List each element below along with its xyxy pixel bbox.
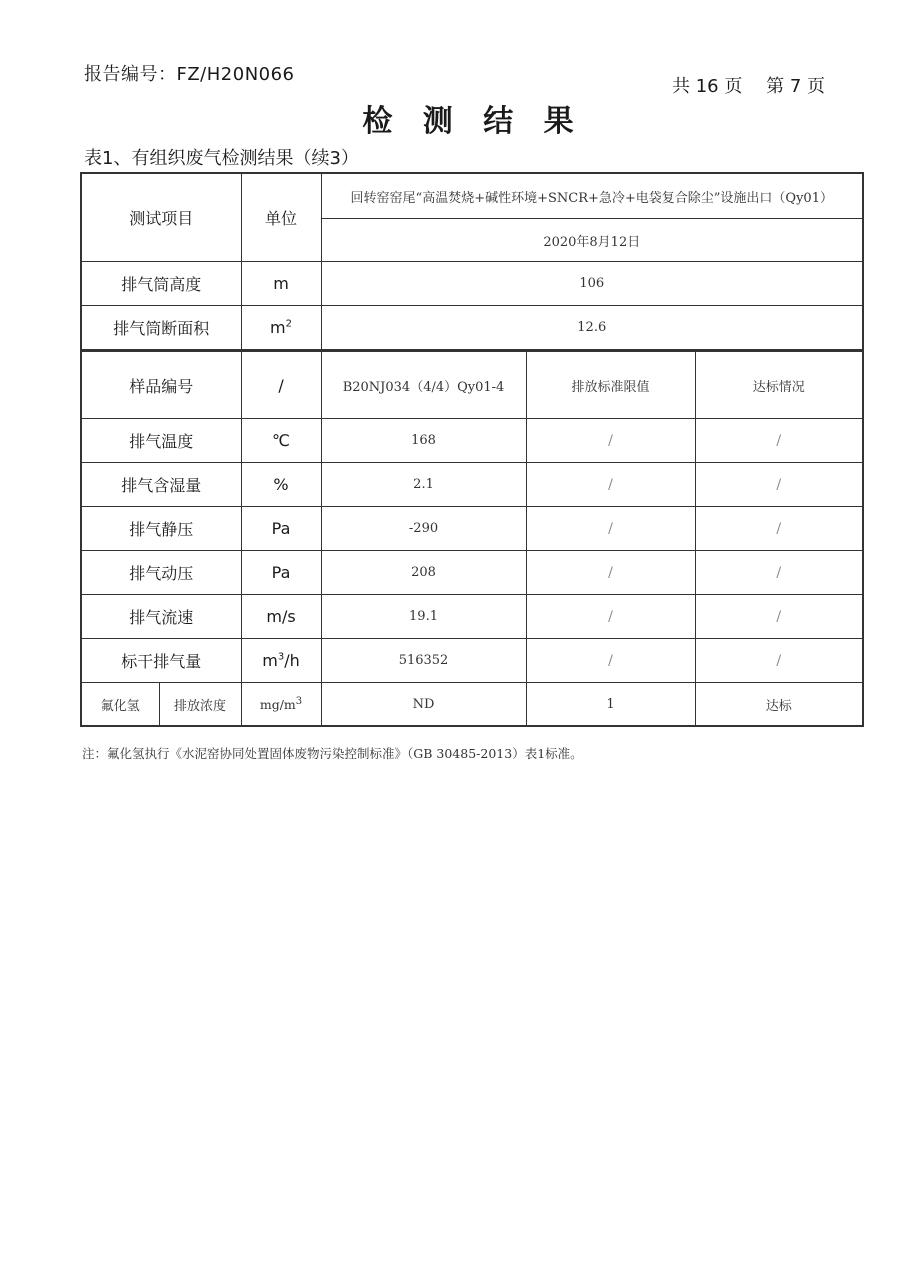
pollutant-name: 氟化氢	[81, 683, 159, 727]
row-unit: m/s	[241, 595, 321, 639]
row-value: 168	[321, 419, 526, 463]
row-status: /	[695, 595, 863, 639]
table-title: 表1、有组织废气检测结果（续3）	[84, 148, 359, 169]
row-value: -290	[321, 507, 526, 551]
row-unit: %	[241, 463, 321, 507]
report-number: 报告编号：FZ/H20N066	[84, 64, 295, 85]
table-row	[81, 351, 863, 419]
row-status: /	[695, 507, 863, 551]
row-unit: $m^3/h$	[241, 639, 321, 683]
row-status: /	[695, 551, 863, 595]
row-value: 208	[321, 551, 526, 595]
table-row	[81, 173, 863, 219]
table-row	[81, 262, 863, 306]
pollutant-item: 排放浓度	[159, 683, 241, 727]
row-limit: /	[526, 595, 695, 639]
row-label: 标干排气量	[81, 639, 241, 683]
row-label: 排气静压	[81, 507, 241, 551]
table-row	[81, 551, 863, 595]
total-pages: 共 16 页	[672, 76, 743, 97]
table-row	[81, 463, 863, 507]
row-value: ND	[321, 683, 526, 727]
row-value: 516352	[321, 639, 526, 683]
sample-id-label: 样品编号	[81, 351, 241, 419]
sample-id: B20NJ034（4/4）Qy01-4	[321, 351, 526, 419]
row-unit: $mg/m^3$	[241, 683, 321, 727]
table-row	[81, 507, 863, 551]
header-limit: 排放标准限值	[526, 351, 695, 419]
row-label: 排气温度	[81, 419, 241, 463]
row-value: 12.6	[321, 306, 863, 351]
footnote: 注：氟化氢执行《水泥窑协同处置固体废物污染控制标准》（GB 30485-2013）表1标准。	[82, 746, 583, 761]
results-table	[80, 172, 864, 727]
row-value: 106	[321, 262, 863, 306]
header-test-item: 测试项目	[81, 173, 241, 262]
sampling-date: 2020年8月12日	[321, 219, 863, 262]
page-info	[672, 72, 843, 98]
row-unit: Pa	[241, 551, 321, 595]
table-row	[81, 419, 863, 463]
row-unit: $m^2$	[241, 306, 321, 351]
sampling-location: 回转窑窑尾“高温焚烧+碱性环境+SNCR+急冷+电袋复合除尘”设施出口（Qy01）	[321, 173, 863, 219]
row-unit: m	[241, 262, 321, 306]
row-status: /	[695, 419, 863, 463]
row-limit: /	[526, 639, 695, 683]
table-row	[81, 595, 863, 639]
row-unit: ℃	[241, 419, 321, 463]
row-status: 达标	[695, 683, 863, 727]
page-title: 检 测 结 果	[362, 104, 584, 139]
table-row	[81, 683, 863, 727]
row-limit: /	[526, 419, 695, 463]
row-unit: Pa	[241, 507, 321, 551]
row-label: 排气筒断面积	[81, 306, 241, 351]
row-value: 2.1	[321, 463, 526, 507]
row-label: 排气筒高度	[81, 262, 241, 306]
row-limit: 1	[526, 683, 695, 727]
row-status: /	[695, 639, 863, 683]
sample-id-unit: /	[241, 351, 321, 419]
row-status: /	[695, 463, 863, 507]
current-page: 第 7 页	[766, 76, 825, 97]
table-row	[81, 639, 863, 683]
header-unit: 单位	[241, 173, 321, 262]
header-status: 达标情况	[695, 351, 863, 419]
row-label: 排气流速	[81, 595, 241, 639]
row-label: 排气含湿量	[81, 463, 241, 507]
table-row	[81, 306, 863, 351]
row-limit: /	[526, 463, 695, 507]
row-value: 19.1	[321, 595, 526, 639]
row-label: 排气动压	[81, 551, 241, 595]
row-limit: /	[526, 507, 695, 551]
row-limit: /	[526, 551, 695, 595]
